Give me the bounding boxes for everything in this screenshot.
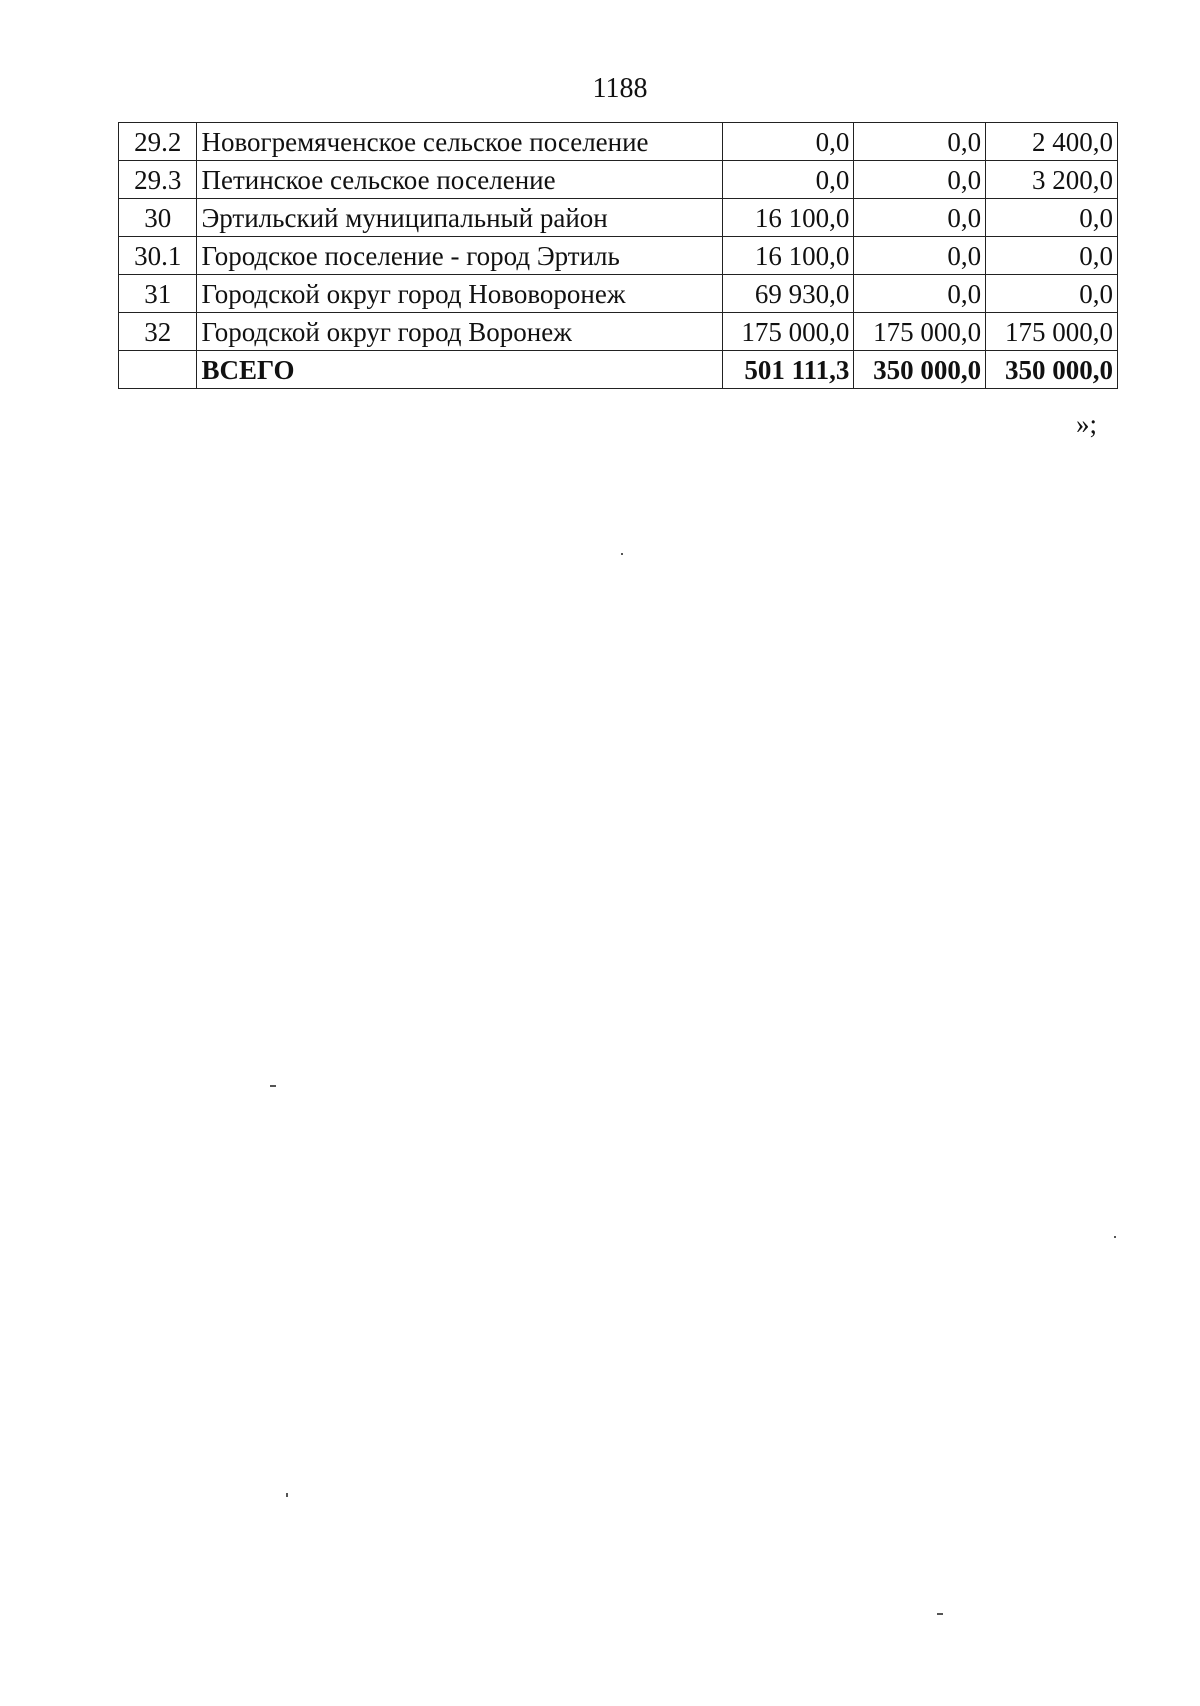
table-row xyxy=(119,161,1118,199)
scan-speck xyxy=(1114,1236,1116,1238)
table-row xyxy=(119,237,1118,275)
budget-table xyxy=(118,122,1118,389)
total-row xyxy=(119,351,1118,389)
row-number: 31 xyxy=(119,275,197,313)
row-number: 30.1 xyxy=(119,237,197,275)
row-value-2: 0,0 xyxy=(854,161,986,199)
row-value-3: 175 000,0 xyxy=(986,313,1118,351)
total-label: ВСЕГО xyxy=(197,351,722,389)
row-value-2: 0,0 xyxy=(854,275,986,313)
row-value-3: 0,0 xyxy=(986,275,1118,313)
row-number: 32 xyxy=(119,313,197,351)
row-name: Новогремяченское сельское поселение xyxy=(197,123,722,161)
row-value-3: 0,0 xyxy=(986,199,1118,237)
row-number: 29.2 xyxy=(119,123,197,161)
row-name: Городское поселение - город Эртиль xyxy=(197,237,722,275)
row-name: Эртильский муниципальный район xyxy=(197,199,722,237)
table-row xyxy=(119,199,1118,237)
total-number xyxy=(119,351,197,389)
scan-speck xyxy=(937,1613,943,1615)
table-row xyxy=(119,123,1118,161)
table-row xyxy=(119,313,1118,351)
row-number: 30 xyxy=(119,199,197,237)
row-name: Городской округ город Нововоронеж xyxy=(197,275,722,313)
total-value-3: 350 000,0 xyxy=(986,351,1118,389)
total-value-1: 501 111,3 xyxy=(722,351,854,389)
page-number: 1188 xyxy=(592,73,648,104)
row-value-1: 69 930,0 xyxy=(722,275,854,313)
row-value-2: 175 000,0 xyxy=(854,313,986,351)
row-number: 29.3 xyxy=(119,161,197,199)
row-value-1: 16 100,0 xyxy=(722,199,854,237)
row-name: Городской округ город Воронеж xyxy=(197,313,722,351)
closing-quote: »; xyxy=(1076,409,1098,439)
row-value-2: 0,0 xyxy=(854,123,986,161)
row-name: Петинское сельское поселение xyxy=(197,161,722,199)
row-value-3: 0,0 xyxy=(986,237,1118,275)
row-value-2: 0,0 xyxy=(854,199,986,237)
table-row xyxy=(119,275,1118,313)
scan-speck xyxy=(621,553,623,555)
row-value-2: 0,0 xyxy=(854,237,986,275)
total-value-2: 350 000,0 xyxy=(854,351,986,389)
row-value-1: 16 100,0 xyxy=(722,237,854,275)
scan-speck xyxy=(270,1085,276,1087)
row-value-3: 2 400,0 xyxy=(986,123,1118,161)
row-value-1: 0,0 xyxy=(722,123,854,161)
row-value-3: 3 200,0 xyxy=(986,161,1118,199)
row-value-1: 175 000,0 xyxy=(722,313,854,351)
scan-speck xyxy=(286,1493,288,1497)
row-value-1: 0,0 xyxy=(722,161,854,199)
